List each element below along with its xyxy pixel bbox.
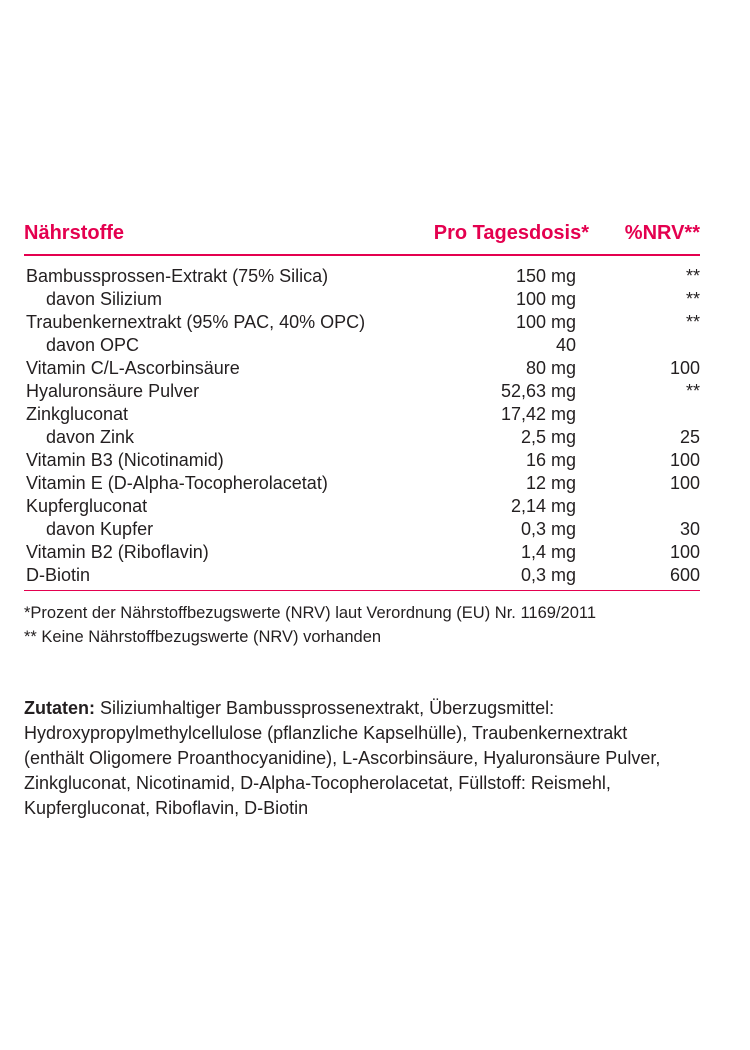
table-row bbox=[24, 495, 700, 518]
table-row bbox=[24, 265, 700, 288]
ingredients-section bbox=[24, 696, 714, 821]
nutrient-name: davon OPC bbox=[46, 335, 140, 355]
nutrient-amount: 16 mg bbox=[525, 450, 576, 470]
footnote-no-nrv: ** Keine Nährstoffbezugswerte (NRV) vorhanden bbox=[24, 628, 382, 646]
table-row bbox=[24, 564, 700, 587]
nutrient-name: Vitamin B3 (Nicotinamid) bbox=[26, 450, 224, 470]
table-row bbox=[24, 288, 700, 311]
nutrient-nrv: ** bbox=[685, 289, 700, 309]
header-nrv: %NRV** bbox=[624, 222, 700, 244]
nutrient-name: davon Zink bbox=[46, 427, 135, 447]
nutrient-nrv: ** bbox=[685, 312, 700, 332]
nutrient-name: Bambussprossen-Extrakt (75% Silica) bbox=[26, 266, 329, 286]
nutrient-name: D-Biotin bbox=[26, 565, 91, 585]
header-daily-dose: Pro Tagesdosis* bbox=[433, 222, 589, 244]
nutrient-amount: 100 mg bbox=[515, 312, 576, 332]
table-row bbox=[24, 518, 700, 541]
nutrient-nrv: 30 bbox=[679, 519, 700, 539]
table-row bbox=[24, 357, 700, 380]
table-row bbox=[24, 403, 700, 426]
table-bottom-rule bbox=[24, 590, 700, 591]
ingredients-line-3: (enthält Oligomere Proanthocyanidine), L-Ascorbinsäure, Hyaluronsäure Pulver, bbox=[24, 748, 661, 768]
nutrient-amount: 80 mg bbox=[525, 358, 576, 378]
ingredients-line-1 bbox=[24, 696, 714, 721]
nutrient-name: davon Kupfer bbox=[46, 519, 154, 539]
nutrient-name: Zinkgluconat bbox=[26, 404, 129, 424]
nutrient-name: Kupfergluconat bbox=[26, 496, 148, 516]
nutrient-amount: 0,3 mg bbox=[520, 519, 576, 539]
ingredients-label: Zutaten: bbox=[24, 698, 95, 718]
nutrient-name: Vitamin E (D-Alpha-Tocopherolacetat) bbox=[26, 473, 328, 493]
nutrient-amount: 2,14 mg bbox=[510, 496, 576, 516]
nutrient-name: Hyaluronsäure Pulver bbox=[26, 381, 200, 401]
ingredients-line-4: Zinkgluconat, Nicotinamid, D-Alpha-Tocopherolacetat, Füllstoff: Reismehl, bbox=[24, 773, 611, 793]
nutrient-nrv: 600 bbox=[669, 565, 700, 585]
table-row bbox=[24, 426, 700, 449]
nutrient-amount: 2,5 mg bbox=[520, 427, 576, 447]
nutrient-nrv: 100 bbox=[669, 473, 700, 493]
nutrient-nrv: 100 bbox=[669, 542, 700, 562]
nutrient-amount: 12 mg bbox=[525, 473, 576, 493]
header-nutrients: Nährstoffe bbox=[24, 222, 125, 244]
nutrient-amount: 52,63 mg bbox=[500, 381, 576, 401]
nutrient-amount: 40 bbox=[555, 335, 576, 355]
nutrient-amount: 0,3 mg bbox=[520, 565, 576, 585]
footnote-nrv: *Prozent der Nährstoffbezugswerte (NRV) laut Verordnung (EU) Nr. 1169/2011 bbox=[24, 604, 596, 622]
table-row bbox=[24, 334, 700, 357]
table-body bbox=[24, 256, 700, 587]
ingredients-line-2: Hydroxypropylmethylcellulose (pflanzliche Kapselhülle), Traubenkernextrakt bbox=[24, 723, 628, 743]
nutrient-nrv: 100 bbox=[669, 450, 700, 470]
nutrient-nrv: 100 bbox=[669, 358, 700, 378]
table-header bbox=[24, 216, 700, 256]
table-row bbox=[24, 380, 700, 403]
nutrient-name: Vitamin C/L-Ascorbinsäure bbox=[26, 358, 240, 378]
nutrient-name: Vitamin B2 (Riboflavin) bbox=[26, 542, 209, 562]
table-row bbox=[24, 541, 700, 564]
nutrient-nrv: 25 bbox=[679, 427, 700, 447]
nutrient-nrv: ** bbox=[685, 381, 700, 401]
table-row bbox=[24, 311, 700, 334]
nutrient-amount: 1,4 mg bbox=[520, 542, 576, 562]
nutrient-amount: 17,42 mg bbox=[500, 404, 576, 424]
nutrient-name: Traubenkernextrakt (95% PAC, 40% OPC) bbox=[26, 312, 366, 332]
ingredients-text: Siliziumhaltiger Bambussprossenextrakt, Überzugsmittel: bbox=[95, 698, 555, 718]
nutrition-table bbox=[24, 216, 700, 649]
nutrient-nrv: ** bbox=[685, 266, 700, 286]
footnotes bbox=[24, 601, 700, 649]
table-row bbox=[24, 449, 700, 472]
nutrient-name: davon Silizium bbox=[46, 289, 163, 309]
nutrient-amount: 150 mg bbox=[515, 266, 576, 286]
table-row bbox=[24, 472, 700, 495]
ingredients-line-5: Kupfergluconat, Riboflavin, D-Biotin bbox=[24, 798, 309, 818]
nutrient-amount: 100 mg bbox=[515, 289, 576, 309]
